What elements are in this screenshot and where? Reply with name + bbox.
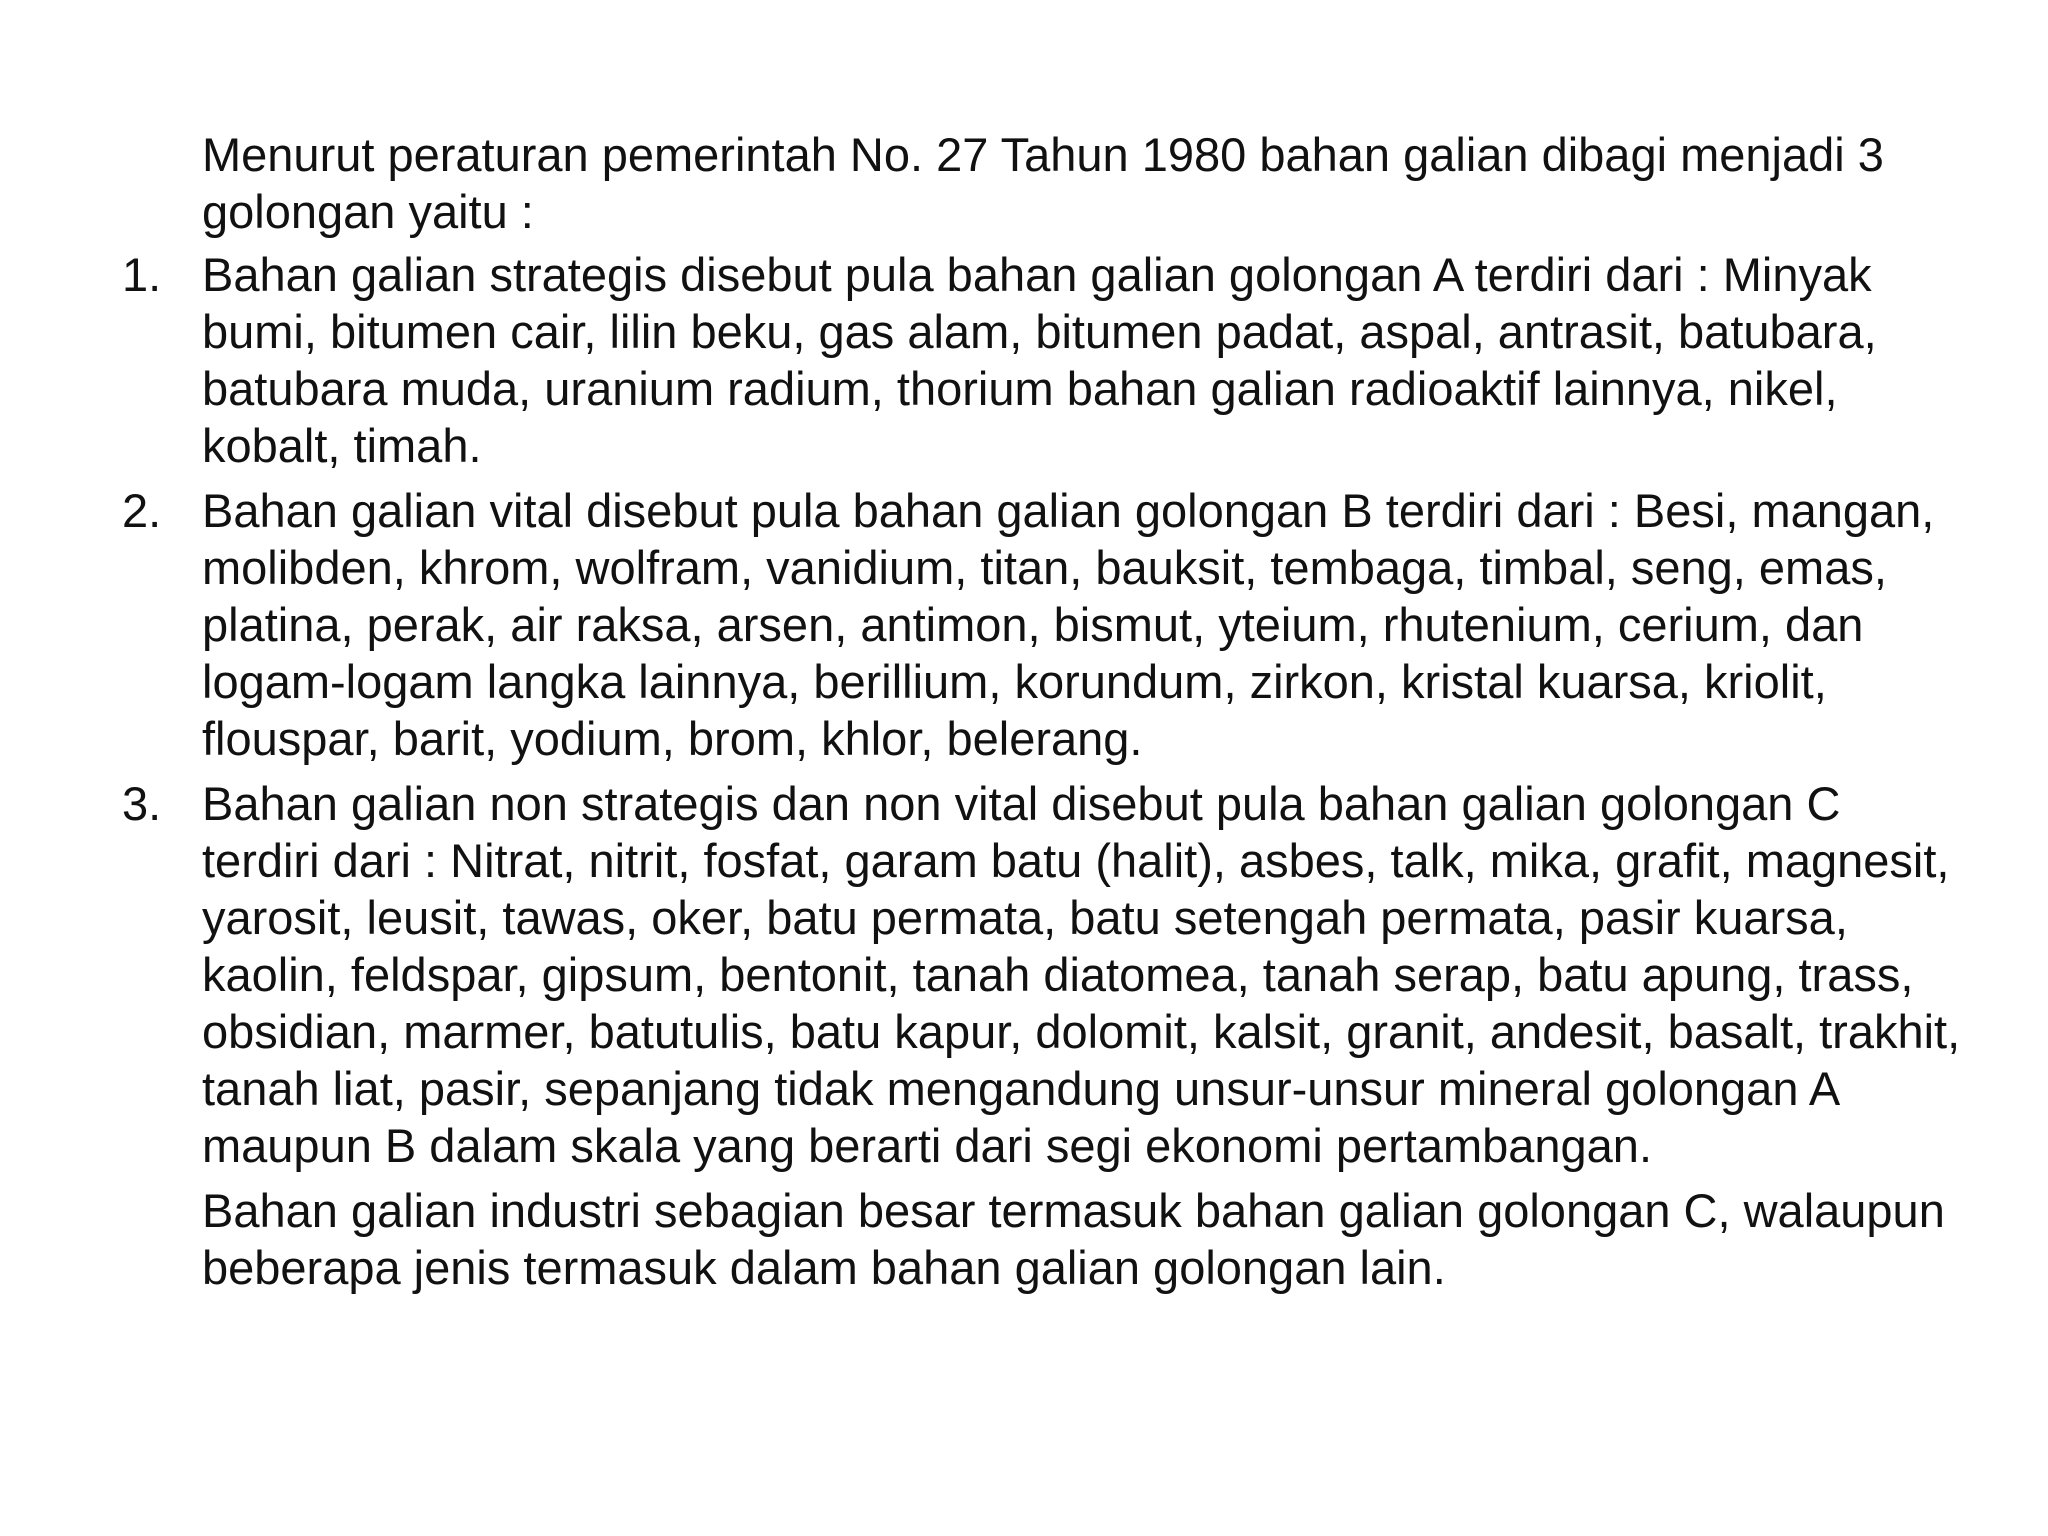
list-item-number: 2.	[122, 484, 162, 537]
list-item-golongan-c	[122, 775, 1962, 1174]
list-item-golongan-b	[122, 482, 1962, 767]
list-item-text: Bahan galian strategis disebut pula bahan galian golongan A terdiri dari : Minyak bumi, bitumen cair, lilin beku, gas alam, bitumen padat, aspal, antrasit, batubara, batubara muda, uranium radium, thorium bahan galian radioaktif lainnya, nikel, kobalt, timah.	[202, 248, 1877, 472]
closing-paragraph: Bahan galian industri sebagian besar termasuk bahan galian golongan C, walaupun beberapa jenis termasuk dalam bahan galian golongan lain.	[202, 1184, 1945, 1294]
list-item-text: Bahan galian non strategis dan non vital disebut pula bahan galian golongan C terdiri dari : Nitrat, nitrit, fosfat, garam batu (halit), asbes, talk, mika, grafit, magnesit, yarosit, leusit, tawas, oker, batu permata, batu setengah permata, pasir kuarsa, kaolin, feldspar, gipsum, bentonit, tanah diatomea, tanah serap, batu apung, trass, obsidian, marmer, batutulis, batu kapur, dolomit, kalsit, granit, andesit, basalt, trakhit, tanah liat, pasir, sepanjang tidak mengandung unsur-unsur mineral golongan A maupun B dalam skala yang berarti dari segi ekonomi pertambangan.	[202, 777, 1961, 1172]
intro-paragraph: Menurut peraturan pemerintah No. 27 Tahun 1980 bahan galian dibagi menjadi 3 golongan yaitu :	[202, 128, 1884, 238]
list-item-golongan-a	[122, 246, 1962, 474]
list-item-number: 1.	[122, 248, 162, 301]
list-item-number: 3.	[122, 777, 162, 830]
list-item-text: Bahan galian vital disebut pula bahan galian golongan B terdiri dari : Besi, mangan, molibden, khrom, wolfram, vanidium, titan, bauksit, tembaga, timbal, seng, emas, platina, perak, air raksa, arsen, antimon, bismut, yteium, rhutenium, cerium, dan logam-logam langka lainnya, berillium, korundum, zirkon, kristal kuarsa, kriolit, flouspar, barit, yodium, brom, khlor, belerang.	[202, 484, 1935, 765]
slide-body	[122, 126, 1962, 1296]
